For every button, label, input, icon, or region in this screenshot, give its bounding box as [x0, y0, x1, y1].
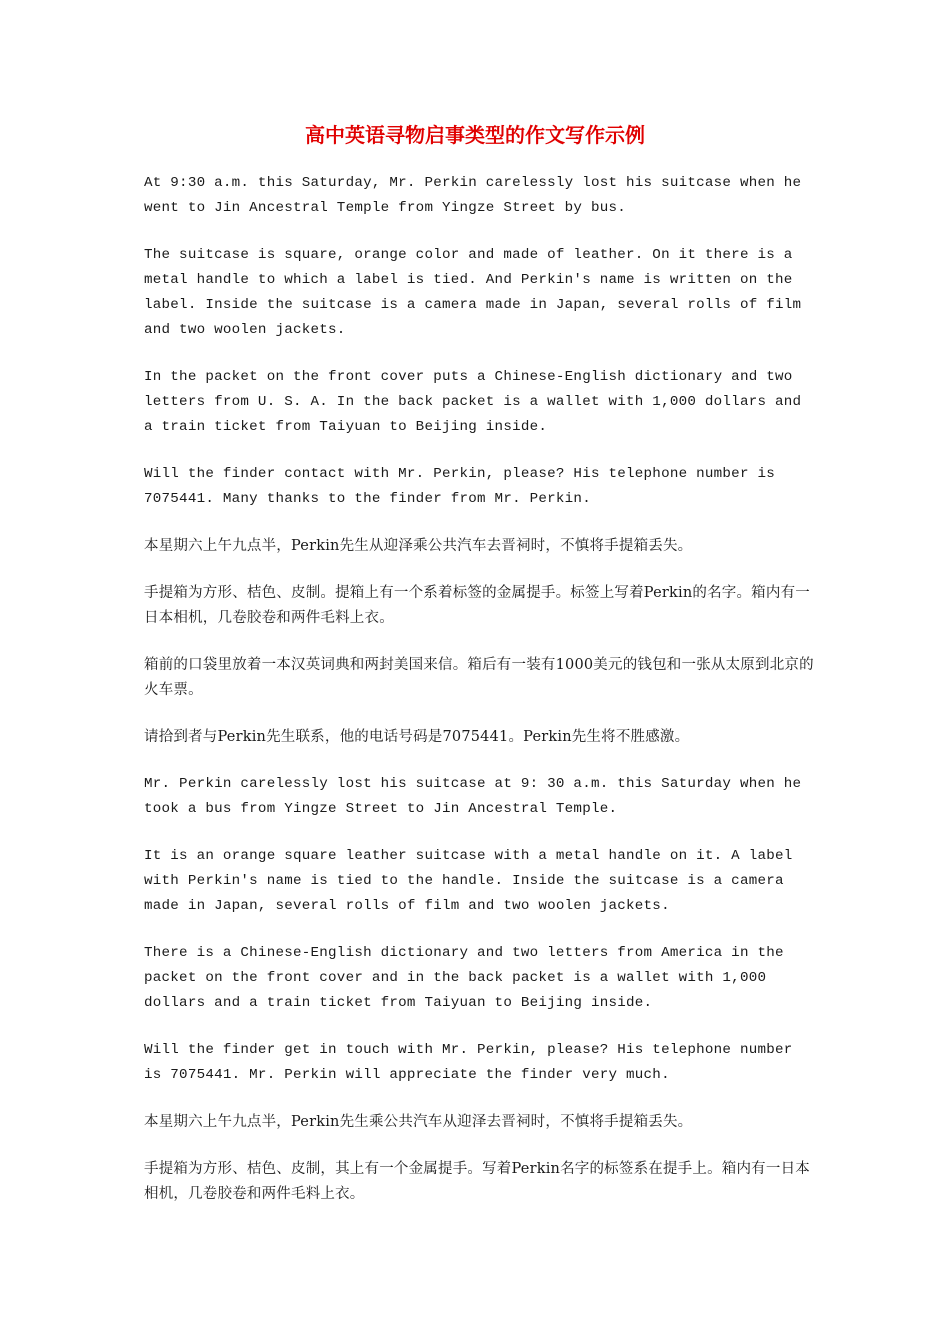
paragraph-en-4: Will the finder contact with Mr. Perkin, please? His telephone number is 7075441. Many thanks to the finder from Mr. Perkin. [144, 466, 775, 507]
paragraph-en-1: At 9:30 a.m. this Saturday, Mr. Perkin carelessly lost his suitcase when he went to Jin Ancestral Temple from Yingze Street by bus. [144, 175, 802, 216]
paragraph-zh-1: 本星期六上午九点半，Perkin先生从迎泽乘公共汽车去晋祠时，不慎将手提箱丢失。 [144, 538, 693, 554]
paragraph-zh-5: 本星期六上午九点半，Perkin先生乘公共汽车从迎泽去晋祠时，不慎将手提箱丢失。 [144, 1114, 693, 1130]
paragraph-zh-2: 手提箱为方形、桔色、皮制。提箱上有一个系着标签的金属提手。标签上写着Perkin的名字。箱内有一日本相机，几卷胶卷和两件毛料上衣。 [144, 585, 810, 626]
paragraph-en-5: Mr. Perkin carelessly lost his suitcase at 9: 30 a.m. this Saturday when he took a bus from Yingze Street to Jin Ancestral Temple. [144, 776, 802, 817]
paragraph-zh-6: 手提箱为方形、桔色、皮制，其上有一个金属提手。写着Perkin名字的标签系在提手上。箱内有一日本相机，几卷胶卷和两件毛料上衣。 [144, 1161, 810, 1202]
paragraph-en-3: In the packet on the front cover puts a Chinese-English dictionary and two letters from U. S. A. In the back packet is a wallet with 1,000 dollars and a train ticket from Taiyuan to Beijing inside. [144, 369, 802, 435]
paragraph-en-7: There is a Chinese-English dictionary and two letters from America in the packet on the front cover and in the back packet is a wallet with 1,000 dollars and a train ticket from Taiyuan to Beijing inside. [144, 945, 784, 1011]
paragraph-zh-4: 请拾到者与Perkin先生联系，他的电话号码是7075441。Perkin先生将不胜感激。 [144, 729, 690, 745]
paragraph-en-2: The suitcase is square, orange color and made of leather. On it there is a metal handle to which a label is tied. And Perkin's name is written on the label. Inside the suitcase is a camera made in Japan, several rolls of film and two woolen jackets. [144, 247, 802, 338]
paragraph-en-8: Will the finder get in touch with Mr. Perkin, please? His telephone number is 7075441. Mr. Perkin will appreciate the finder very much. [144, 1042, 793, 1083]
document-title: 高中英语寻物启事类型的作文写作示例 [305, 123, 645, 147]
paragraph-zh-3: 箱前的口袋里放着一本汉英词典和两封美国来信。箱后有一装有1000美元的钱包和一张从太原到北京的火车票。 [144, 657, 814, 698]
document-body [144, 171, 814, 1229]
paragraph-en-6: It is an orange square leather suitcase with a metal handle on it. A label with Perkin's name is tied to the handle. Inside the suitcase is a camera made in Japan, several rolls of film and two woolen jackets. [144, 848, 793, 914]
